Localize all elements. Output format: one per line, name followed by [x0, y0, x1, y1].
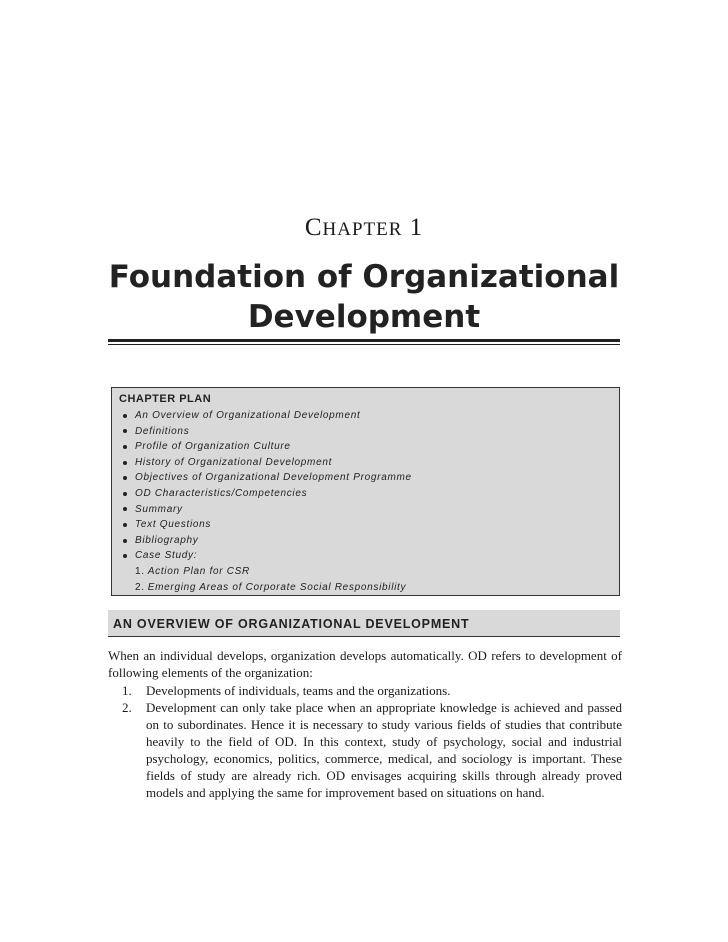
chapter-plan-list: [121, 408, 611, 595]
list-item-number: 1.: [122, 683, 132, 698]
list-item: OD Characteristics/Competencies: [121, 486, 611, 502]
chapter-title-line2: Development: [247, 299, 481, 335]
bullet-icon: [123, 492, 127, 496]
list-item: History of Organizational Development: [121, 455, 611, 471]
bullet-icon: [123, 429, 127, 433]
list-item: [122, 682, 622, 699]
chapter-plan-box: [111, 387, 620, 596]
list-item: Summary: [121, 502, 611, 518]
chapter-title: [108, 257, 620, 337]
case-study-item: 1. Action Plan for CSR: [135, 565, 250, 577]
bullet-icon: [123, 476, 127, 480]
chapter-plan-heading: CHAPTER PLAN: [119, 393, 212, 405]
list-item: Text Questions: [121, 517, 611, 533]
list-item: Objectives of Organizational Development Programme: [121, 470, 611, 486]
chapter-label: [0, 214, 728, 242]
section-heading: AN OVERVIEW OF ORGANIZATIONAL DEVELOPMENT: [108, 610, 620, 637]
list-item: Profile of Organization Culture: [121, 439, 611, 455]
chapter-title-line1: Foundation of Organizational: [108, 259, 620, 295]
bullet-icon: [123, 539, 127, 543]
bullet-icon: [123, 507, 127, 511]
list-item: Definitions: [121, 424, 611, 440]
list-item: An Overview of Organizational Development: [121, 408, 611, 424]
title-rule-thick: [108, 339, 620, 342]
chapter-number: 1: [409, 214, 424, 241]
bullet-icon: [123, 523, 127, 527]
list-item-text: Development can only take place when an appropriate knowledge is achieved and passed on to subordinates. Hence it is necessary to study various fields of studies that contribute heavily to the field of OD. In this context, study of psychology, social and industrial psychology, economics, politics, commerce, medical, and sociology is important. These fields of study are already rich. OD envisages acquiring skills through already proved models and applying the same for improvement based on situations on hand.: [146, 700, 622, 800]
section-points-list: [122, 682, 622, 801]
list-item: Case Study:: [121, 548, 611, 564]
bullet-icon: [123, 414, 127, 418]
list-item: [122, 699, 622, 801]
list-item-text: Developments of individuals, teams and the organizations.: [146, 683, 451, 698]
bullet-icon: [123, 554, 127, 558]
chapter-label-initial: C: [304, 214, 323, 241]
bullet-icon: [123, 445, 127, 449]
section-intro-paragraph: When an individual develops, organization develops automatically. OD refers to development of following elements of the organization:: [108, 648, 622, 680]
list-item: Bibliography: [121, 533, 611, 549]
chapter-label-rest: HAPTER: [322, 219, 403, 240]
case-study-item: 2. Emerging Areas of Corporate Social Responsibility: [135, 581, 407, 593]
title-rule-thin: [108, 344, 620, 345]
list-item-number: 2.: [122, 700, 132, 715]
bullet-icon: [123, 461, 127, 465]
